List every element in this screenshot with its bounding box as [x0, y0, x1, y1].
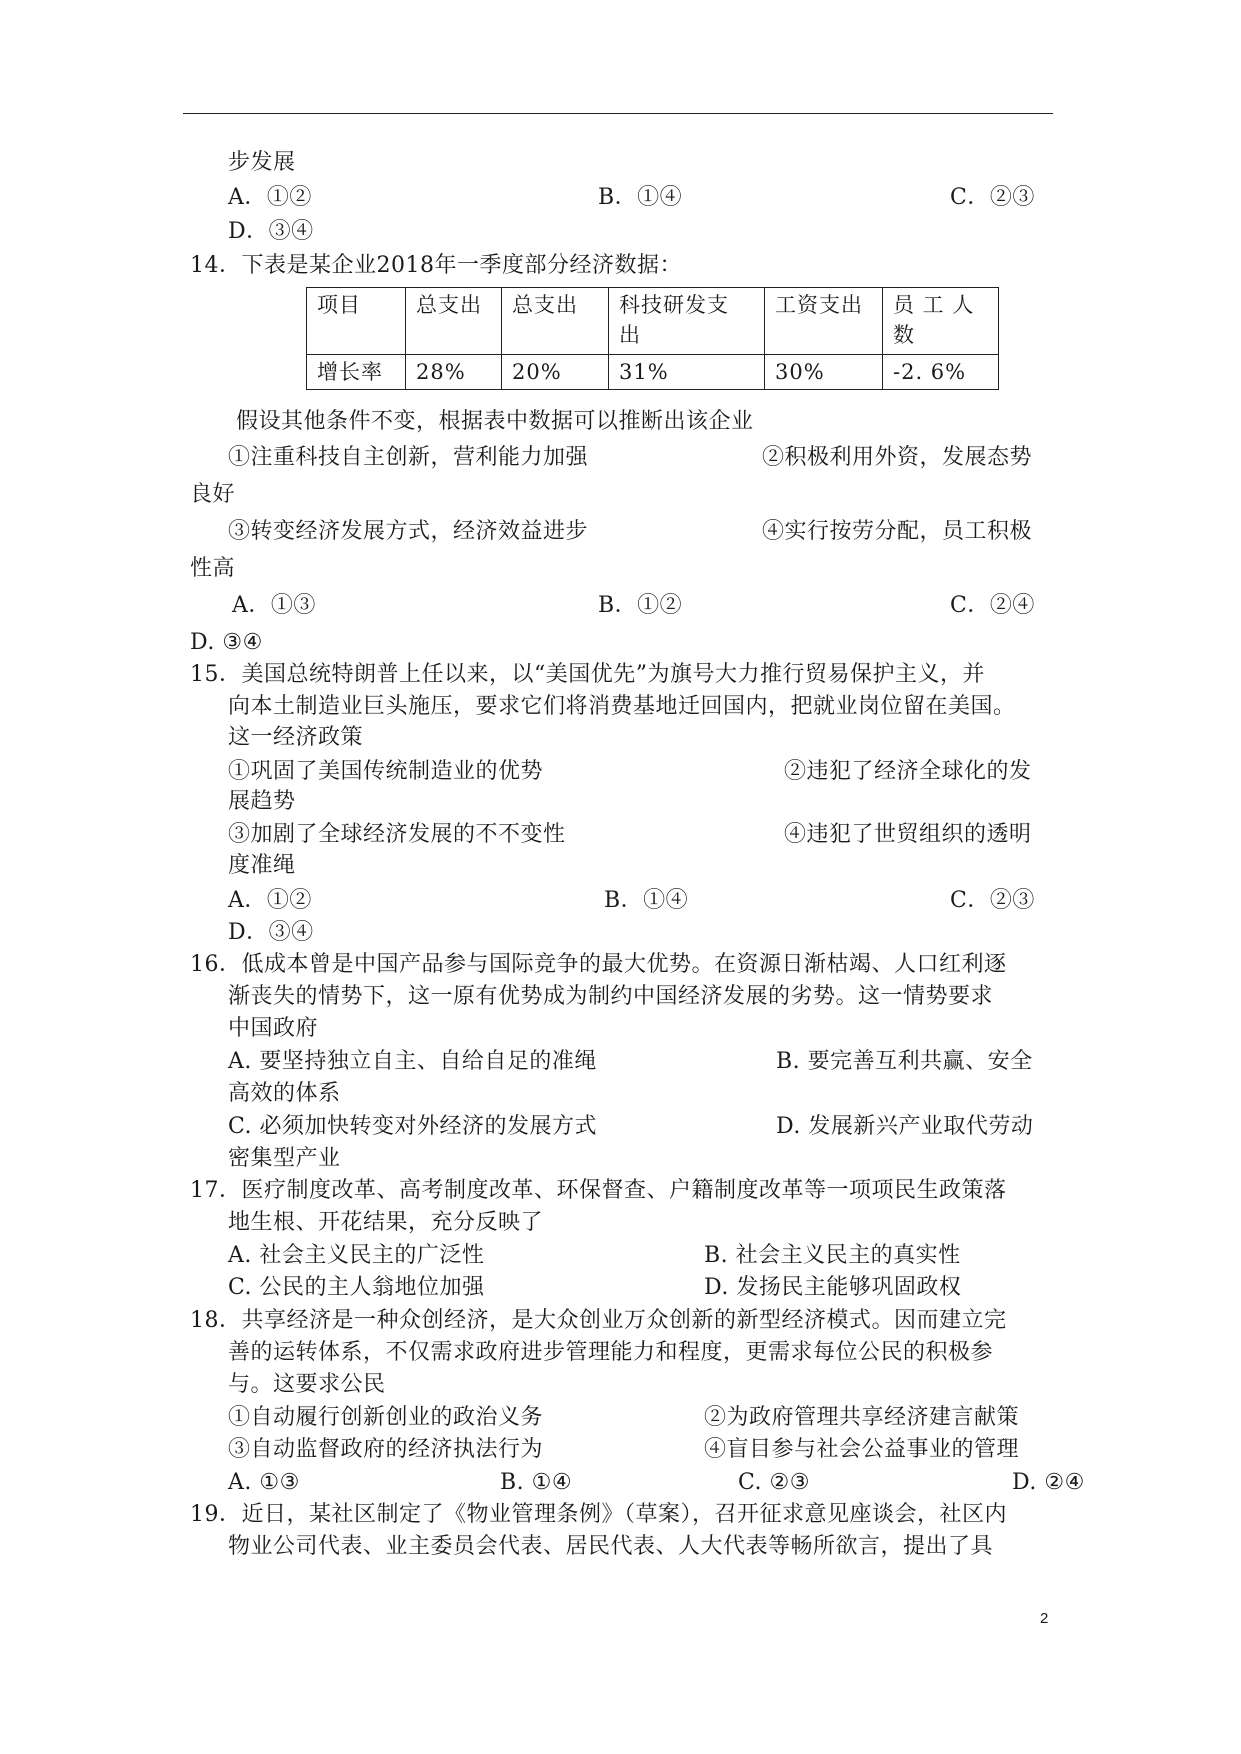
q15-option-d: D．③④ [228, 920, 314, 945]
q14-option-d: D. ③④ [190, 630, 263, 655]
table-header-cell [406, 288, 502, 355]
table-cell: -2. 6% [883, 355, 999, 390]
header-rnd-expense: 科技研发支 [619, 293, 729, 317]
q18-statement-3: ③自动监督政府的经济执法行为 [228, 1437, 544, 1462]
header-rnd-expense-cont: 出 [619, 323, 641, 347]
q15-statement-3: ③加剧了全球经济发展的不不变性 [228, 822, 566, 847]
q16-stem-line-3: 中国政府 [228, 1016, 319, 1041]
header-total-expense: 总支出 [416, 293, 482, 317]
q14-statement-4-cont: 性高 [190, 556, 236, 581]
q18-option-b: B. ①④ [500, 1470, 573, 1495]
table-cell: 28% [406, 355, 502, 390]
q13-option-a: A．①② [228, 185, 312, 210]
q19-stem-line-1: 19．近日，某社区制定了《物业管理条例》（草案），召开征求意见座谈会，社区内 [190, 1502, 1007, 1527]
q13-option-d: D．③④ [228, 219, 314, 244]
table-header-cell [307, 288, 406, 355]
q16-stem-line-1: 16．低成本曾是中国产品参与国际竞争的最大优势。在资源日渐枯竭、人口红利逐 [190, 952, 1007, 977]
q15-statement-4-cont: 度准绳 [228, 853, 296, 878]
q18-statement-4: ④盲目参与社会公益事业的管理 [704, 1437, 1020, 1462]
table-cell: 20% [502, 355, 609, 390]
table-row [307, 355, 999, 390]
q18-statement-1: ①自动履行创新创业的政治义务 [228, 1405, 544, 1430]
q16-option-d-cont: 密集型产业 [228, 1146, 341, 1171]
q15-stem-line-2: 向本土制造业巨头施压，要求它们将消费基地迁回国内，把就业岗位留在美国。 [228, 694, 1016, 719]
q14-statement-1: ①注重科技自主创新，营利能力加强 [228, 445, 589, 470]
q15-statement-4: ④违犯了世贸组织的透明 [784, 822, 1032, 847]
q13-option-b: B．①④ [598, 185, 683, 210]
q15-statement-2: ②违犯了经济全球化的发 [784, 759, 1032, 784]
q18-stem-line-3: 与。这要求公民 [228, 1372, 386, 1397]
q17-option-a: A. 社会主义民主的广泛性 [228, 1243, 485, 1268]
q19-stem-line-2: 物业公司代表、业主委员会代表、居民代表、人大代表等畅所欲言，提出了具 [228, 1534, 994, 1559]
q17-option-b: B. 社会主义民主的真实性 [704, 1243, 961, 1268]
q15-option-b: B．①④ [604, 888, 689, 913]
q14-intro: 假设其他条件不变，根据表中数据可以推断出该企业 [236, 409, 754, 434]
q13-stem-tail: 步发展 [228, 150, 296, 175]
q18-option-a: A. ①③ [228, 1470, 300, 1495]
q13-option-c: C．②③ [950, 185, 1035, 210]
q17-stem-line-1: 17．医疗制度改革、高考制度改革、环保督查、户籍制度改革等一项项民生政策落 [190, 1178, 1007, 1203]
q17-option-c: C. 公民的主人翁地位加强 [228, 1275, 485, 1300]
q18-stem-line-2: 善的运转体系，不仅需求政府进步管理能力和程度，更需求每位公民的积极参 [228, 1340, 994, 1365]
q16-stem-line-2: 渐丧失的情势下，这一原有优势成为制约中国经济发展的劣势。这一情势要求 [228, 984, 994, 1009]
q18-option-d: D. ②④ [1012, 1470, 1085, 1495]
q15-option-a: A．①② [228, 888, 312, 913]
economic-data-table [306, 287, 999, 390]
table-cell: 31% [609, 355, 765, 390]
q14-statement-2: ②积极利用外资，发展态势 [762, 445, 1033, 470]
q18-statement-2: ②为政府管理共享经济建言献策 [704, 1405, 1020, 1430]
q15-option-c: C．②③ [950, 888, 1035, 913]
header-item: 项目 [317, 293, 361, 317]
q16-option-a: A. 要坚持独立自主、自给自足的准绳 [228, 1049, 597, 1074]
q14-statement-3: ③转变经济发展方式，经济效益进步 [228, 519, 589, 544]
q15-stem-line-1: 15．美国总统特朗普上任以来，以“美国优先”为旗号大力推行贸易保护主义，并 [190, 662, 985, 687]
q14-stem: 14．下表是某企业2018年一季度部分经济数据： [190, 253, 682, 278]
table-header-cell [765, 288, 883, 355]
header-rule [183, 113, 1053, 114]
table-header-cell [502, 288, 609, 355]
q15-statement-2-cont: 展趋势 [228, 789, 296, 814]
q14-statement-4: ④实行按劳分配，员工积极 [762, 519, 1033, 544]
q15-stem-line-3: 这一经济政策 [228, 725, 364, 750]
page-number: 2 [1040, 1610, 1049, 1627]
q16-option-c: C. 必须加快转变对外经济的发展方式 [228, 1114, 598, 1139]
table-header-cell [883, 288, 999, 355]
q16-option-b: B. 要完善互利共赢、安全 [776, 1049, 1033, 1074]
header-total-expense-2: 总支出 [512, 293, 578, 317]
q16-option-b-cont: 高效的体系 [228, 1081, 341, 1106]
table-cell: 30% [765, 355, 883, 390]
q14-option-c: C．②④ [950, 593, 1035, 618]
header-employee-count: 员 工 人 [893, 293, 975, 317]
q16-option-d: D. 发展新兴产业取代劳动 [776, 1114, 1034, 1139]
q17-stem-line-2: 地生根、开花结果，充分反映了 [228, 1210, 544, 1235]
q15-statement-1: ①巩固了美国传统制造业的优势 [228, 759, 544, 784]
header-wage-expense: 工资支出 [775, 293, 863, 317]
q14-statement-2-cont: 良好 [190, 482, 236, 507]
header-employee-count-cont: 数 [893, 323, 915, 347]
q14-option-a: A．①③ [232, 593, 316, 618]
table-cell: 增长率 [307, 355, 406, 390]
q14-option-b: B．①② [598, 593, 683, 618]
table-header-row [307, 288, 999, 355]
table-header-cell [609, 288, 765, 355]
q17-option-d: D. 发扬民主能够巩固政权 [704, 1275, 962, 1300]
q18-option-c: C. ②③ [738, 1470, 810, 1495]
q18-stem-line-1: 18．共享经济是一种众创经济，是大众创业万众创新的新型经济模式。因而建立完 [190, 1308, 1007, 1333]
